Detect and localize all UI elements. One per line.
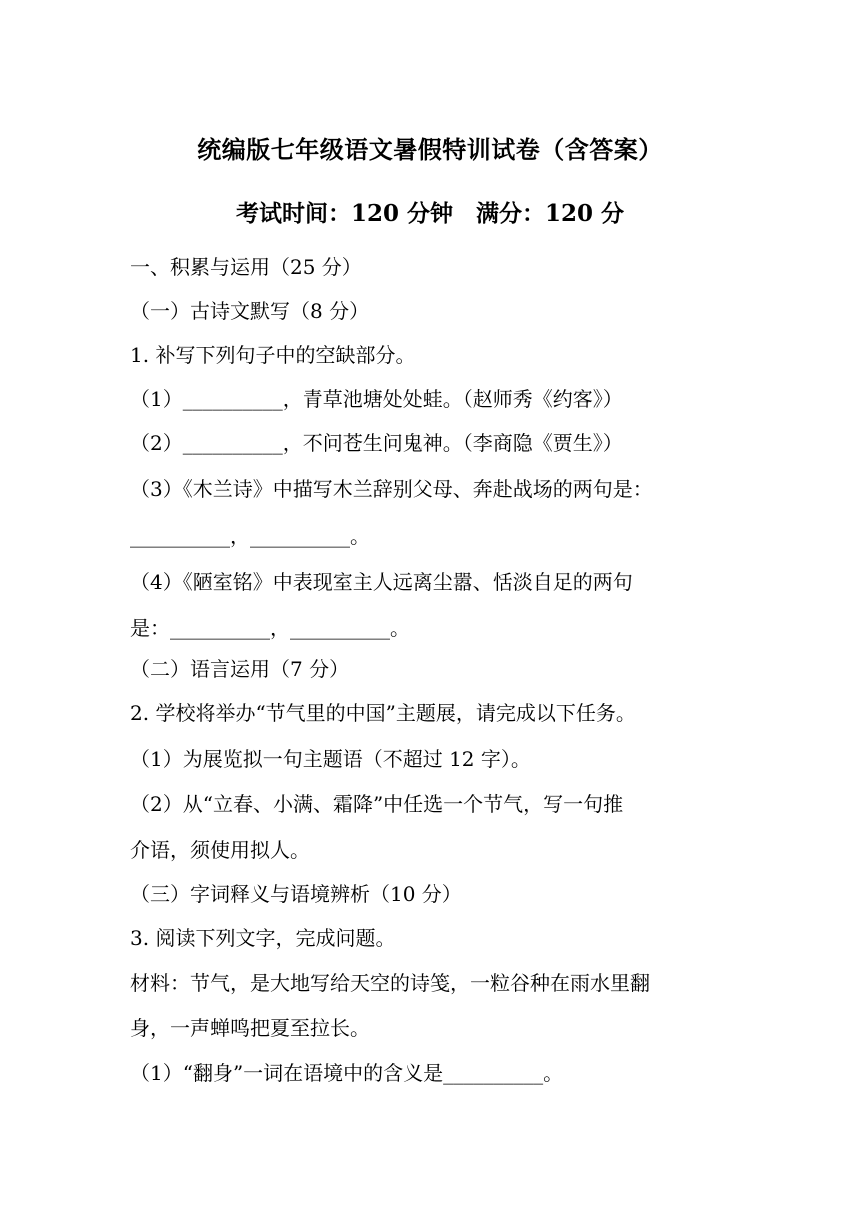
question-item: （4）《陋室铭》中表现室主人远离尘嚣、恬淡自足的两句 (130, 570, 633, 594)
question-text: 2. 学校将举办“节气里的中国”主题展，请完成以下任务。 (130, 701, 636, 725)
material-text-continued: 身，一声蝉鸣把夏至拉长。 (130, 1016, 370, 1040)
question-item: （3）《木兰诗》中描写木兰辞别父母、奔赴战场的两句是： (130, 477, 653, 501)
material-text: 材料：节气，是大地写给天空的诗笺，一粒谷种在雨水里翻 (130, 971, 650, 995)
question-text: 3. 阅读下列文字，完成问题。 (130, 926, 396, 950)
question-item: （2）从“立春、小满、霜降”中任选一个节气，写一句推 (130, 792, 624, 816)
answer-blank-line: 是：__________，__________。 (130, 616, 410, 640)
exam-info: 考试时间：120 分钟 满分：120 分 (235, 200, 625, 227)
question-item: （1）为展览拟一句主题语（不超过 12 字）。 (130, 747, 531, 771)
question-item: （1）“翻身”一词在语境中的含义是__________。 (130, 1061, 564, 1085)
question-item: （1）__________，青草池塘处处蛙。（赵师秀《约客》） (130, 387, 623, 411)
question-item-continued: 介语，须使用拟人。 (130, 838, 310, 862)
answer-blank-line: __________，__________。 (130, 524, 370, 548)
document-title: 统编版七年级语文暑假特训试卷（含答案） (197, 135, 663, 164)
subsection-heading: （二）语言运用（7 分） (130, 657, 350, 681)
subsection-heading: （三）字词释义与语境辨析（10 分） (130, 882, 462, 906)
question-item: （2）__________，不问苍生问鬼神。（李商隐《贾生》） (130, 431, 623, 455)
section-heading: 一、积累与运用（25 分） (130, 255, 362, 279)
question-text: 1. 补写下列句子中的空缺部分。 (130, 343, 416, 367)
subsection-heading: （一）古诗文默写（8 分） (130, 299, 370, 323)
